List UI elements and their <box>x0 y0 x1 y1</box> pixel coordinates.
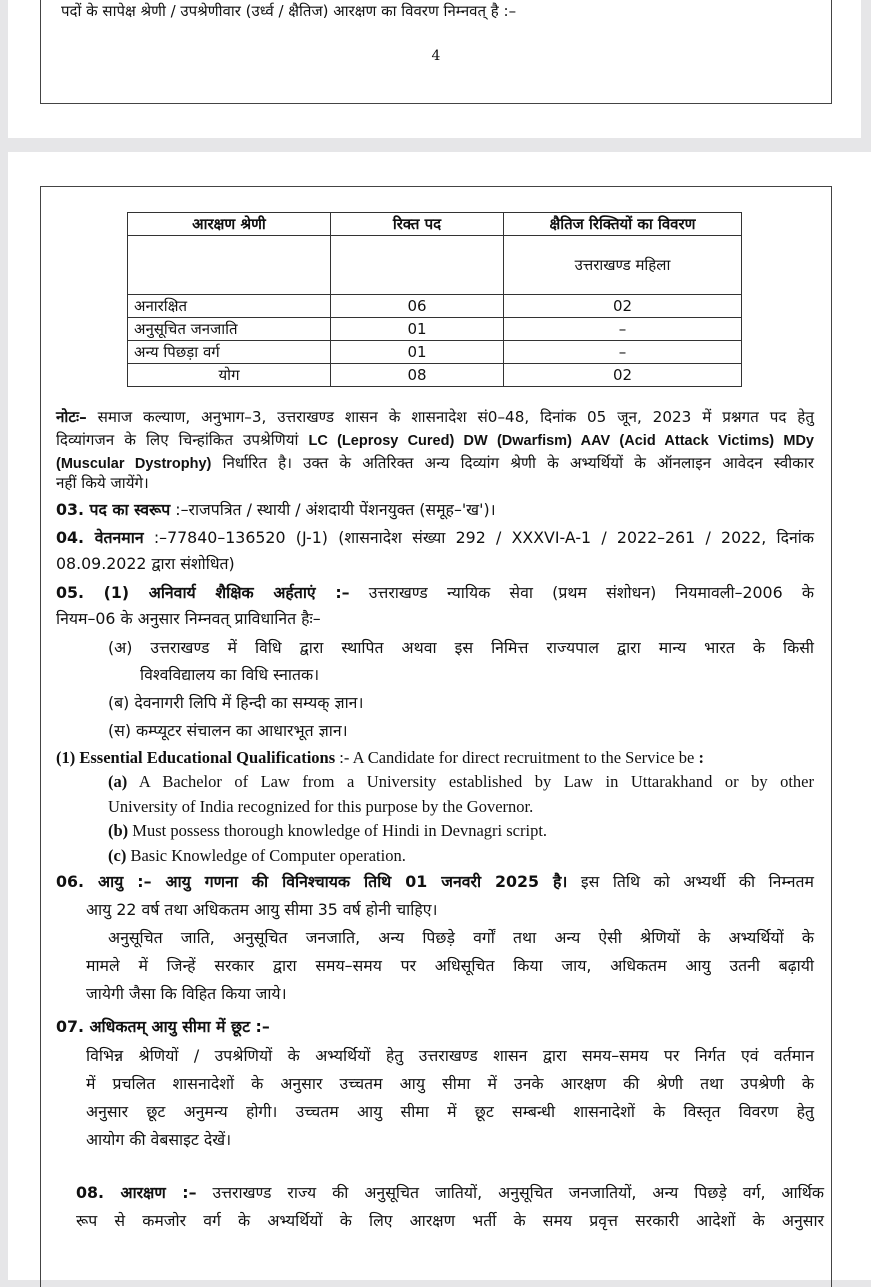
total-vacancies: 08 <box>331 364 504 387</box>
section-04-line-1 <box>56 525 814 550</box>
row-horizontal: – <box>504 318 742 341</box>
section-05-line-2: नियम–06 के अनुसार निम्नवत् प्राविधानित हैः– <box>56 609 321 628</box>
section-08-text: उत्तराखण्ड राज्य की अनुसूचित जातियों, अनुसूचित जनजातियों, अन्य पिछड़े वर्ग, आर्थिक <box>212 1183 824 1202</box>
table-row <box>128 318 742 341</box>
header-vacancies: रिक्त पद <box>331 213 504 236</box>
section-04-text: :–77840–136520 (J-1) (शासनादेश संख्या 292 / XXXVI-A-1 / 2022–261 / 2022, दिनांक <box>153 528 814 547</box>
note-line-2 <box>56 429 814 453</box>
english-qualification-b <box>108 818 814 843</box>
header-category: आरक्षण श्रेणी <box>128 213 331 236</box>
english-qualification-c <box>108 843 814 868</box>
section-05-line-1 <box>56 580 814 605</box>
english-heading-colon: : <box>698 748 704 767</box>
section-03-label: 03. पद का स्वरूप <box>56 500 171 519</box>
note-text: दिव्यांगजन के लिए चिन्हांकित उपश्रेणियां <box>56 431 299 449</box>
row-vacancies: 01 <box>331 341 504 364</box>
note-disability-codes: (Muscular Dystrophy) <box>56 456 212 472</box>
english-c-text: Basic Knowledge of Computer operation. <box>130 846 406 865</box>
section-07-label: 07. अधिकतम् आयु सीमा में छूट :– <box>56 1017 270 1036</box>
qualification-a-line-1: (अ) उत्तराखण्ड में विधि द्वारा स्थापित अथवा इस निमित्त राज्यपाल द्वारा मान्य भारत के किसी <box>108 638 814 657</box>
table-row <box>128 295 742 318</box>
english-heading-bold: (1) Essential Educational Qualifications <box>56 748 336 767</box>
note-line-4 <box>56 472 814 495</box>
previous-page <box>8 0 861 138</box>
english-a-text: A Bachelor of Law from a University established by Law in Uttarakhand or by other <box>138 772 814 791</box>
note-text: समाज कल्याण, अनुभाग–3, उत्तराखण्ड शासन के शासनादेश सं0–48, दिनांक 05 जून, 2023 में प्रश्नगत पद हेतु <box>97 408 815 426</box>
row-category: अनारक्षित <box>128 295 331 318</box>
total-horizontal: 02 <box>504 364 742 387</box>
english-b-text: Must possess thorough knowledge of Hindi in Devnagri script. <box>132 821 548 840</box>
qualification-a-line-2: विश्वविद्यालय का विधि स्नातक। <box>140 665 320 684</box>
section-04-label: 04. वेतनमान <box>56 528 144 547</box>
note-text: नहीं किये जायेंगे। <box>56 474 149 492</box>
row-category: अनुसूचित जनजाति <box>128 318 331 341</box>
row-horizontal: 02 <box>504 295 742 318</box>
subheader-uk-women: उत्तराखण्ड महिला <box>504 236 742 295</box>
section-06-para-line-1: अनुसूचित जाति, अनुसूचित जनजाति, अन्य पिछड़े वर्गों तथा अन्य ऐसी श्रेणियों के अभ्यर्थियों के <box>108 928 814 947</box>
previous-page-frame <box>40 0 832 104</box>
row-category: अन्य पिछड़ा वर्ग <box>128 341 331 364</box>
english-qualification-a-line-1 <box>108 769 814 794</box>
section-06-text: इस तिथि को अभ्यर्थी की निम्नतम <box>580 872 814 891</box>
note-label: नोटः– <box>56 408 87 426</box>
row-vacancies: 06 <box>331 295 504 318</box>
english-qualification-a-line-2: University of India recognized for this purpose by the Governor. <box>108 797 534 816</box>
section-07-line-1: विभिन्न श्रेणियों / उपश्रेणियों के अभ्यर्थियों हेतु उत्तराखण्ड शासन द्वारा समय–समय पर निर्गत एवं वर्तमान <box>86 1046 814 1065</box>
reservation-intro-line: पदों के सापेक्ष श्रेणी / उपश्रेणीवार (उर्ध्व / क्षैतिज) आरक्षण का विवरण निम्नवत् है :– <box>61 2 517 20</box>
section-08-line-2: रूप से कमजोर वर्ग के अभ्यर्थियों के लिए आरक्षण भर्ती के समय प्रवृत्त सरकारी आदेशों के अनुसार <box>76 1211 824 1230</box>
section-06-line-2: आयु 22 वर्ष तथा अधिकतम आयु सीमा 35 वर्ष होनी चाहिए। <box>86 900 438 919</box>
english-heading-text: :- A Candidate for direct recruitment to the Service be <box>339 748 695 767</box>
section-06-para-line-3: जायेगी जैसा कि विहित किया जाये। <box>86 984 287 1003</box>
qualification-c: (स) कम्प्यूटर संचालन का आधारभूत ज्ञान। <box>108 721 348 740</box>
section-07-line-4: आयोग की वेबसाइट देखें। <box>86 1130 232 1149</box>
section-07-line-2: में प्रचलित शासनादेशों के अनुसार उच्चतम आयु सीमा में उनके आरक्षण की श्रेणी तथा उपश्रेणी के <box>86 1074 814 1093</box>
section-06-label: 06. आयु :– आयु गणना की विनिश्चायक तिथि 01 जनवरी 2025 है। <box>56 872 568 891</box>
section-03-text: :–राजपत्रित / स्थायी / अंशदायी पेंशनयुक्त (समूह–'ख')। <box>175 500 496 519</box>
page-number: 4 <box>431 48 441 64</box>
section-05-text: उत्तराखण्ड न्यायिक सेवा (प्रथम संशोधन) नियमावली–2006 के <box>368 583 814 602</box>
total-label: योग <box>128 364 331 387</box>
note-disability-codes: LC (Leprosy Cured) DW (Dwarfism) AAV (Acid Attack Victims) MDy <box>308 433 814 449</box>
section-03 <box>56 497 814 522</box>
section-05-label: 05. (1) अनिवार्य शैक्षिक अर्हताएं :– <box>56 583 350 602</box>
note-text: निर्धारित है। उक्त के अतिरिक्त अन्य दिव्यांग श्रेणी के अभ्यर्थियों के ऑनलाइन आवेदन स्वीकार <box>222 454 814 472</box>
english-b-label: (b) <box>108 821 129 840</box>
english-a-label: (a) <box>108 772 128 791</box>
table-header-row <box>128 213 742 236</box>
row-horizontal: – <box>504 341 742 364</box>
section-04-line-2: 08.09.2022 द्वारा संशोधित) <box>56 554 235 573</box>
table-total-row <box>128 364 742 387</box>
section-06-para-line-2: मामले में जिन्हें सरकार द्वारा समय–समय पर अधिसूचित किया जाय, अधिकतम आयु उतनी बढ़ायी <box>86 956 814 975</box>
section-06-line-1 <box>56 869 814 894</box>
table-subheader-row <box>128 236 742 295</box>
english-qualification-heading <box>56 745 814 770</box>
section-07-line-3: अनुसार छूट अनुमन्य होगी। उच्चतम आयु सीमा में छूट सम्बन्धी शासनादेशों के विस्तृत विवरण हेतु <box>86 1102 814 1121</box>
note-line-1 <box>56 406 814 429</box>
section-08-line-1 <box>76 1180 824 1205</box>
table-row <box>128 341 742 364</box>
section-08-label: 08. आरक्षण :– <box>76 1183 197 1202</box>
qualification-b: (ब) देवनागरी लिपि में हिन्दी का सम्यक् ज्ञान। <box>108 693 364 712</box>
row-vacancies: 01 <box>331 318 504 341</box>
header-horizontal: क्षैतिज रिक्तियों का विवरण <box>504 213 742 236</box>
english-c-label: (c) <box>108 846 127 865</box>
reservation-table <box>127 212 742 387</box>
